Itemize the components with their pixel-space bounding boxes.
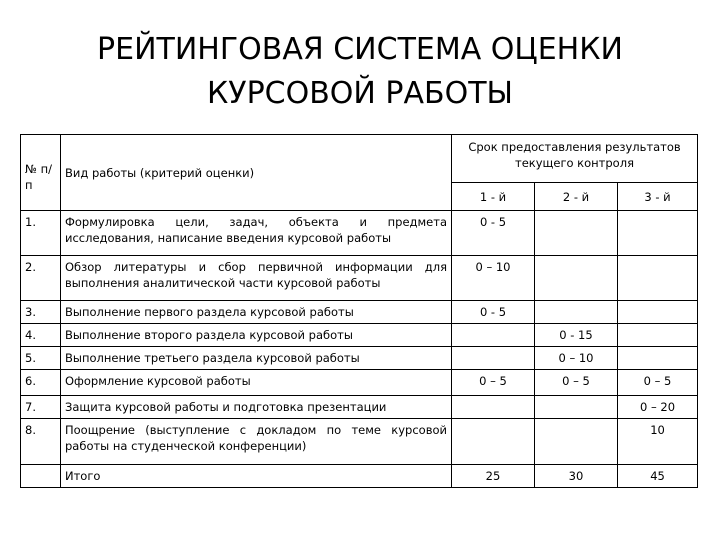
row-num: 1. [21, 211, 61, 256]
row-period-1 [452, 396, 535, 419]
row-num: 5. [21, 347, 61, 370]
row-work: Формулировка цели, задач, объекта и предмета исследования, написание введения курсовой работы [61, 211, 452, 256]
row-period-3: 0 – 20 [618, 396, 698, 419]
table-row [21, 301, 698, 324]
row-num: 4. [21, 324, 61, 347]
row-period-1: 25 [452, 465, 535, 488]
row-period-1 [452, 419, 535, 465]
title-line-1: РЕЙТИНГОВАЯ СИСТЕМА ОЦЕНКИ [97, 32, 623, 67]
row-work: Выполнение первого раздела курсовой работы [61, 301, 452, 324]
row-period-2: 0 – 10 [535, 347, 618, 370]
header-period-1: 1 - й [452, 183, 535, 211]
header-row [21, 135, 698, 183]
row-num: 7. [21, 396, 61, 419]
row-period-1: 0 - 5 [452, 211, 535, 256]
row-work: Оформление курсовой работы [61, 370, 452, 396]
table-row [21, 419, 698, 465]
table-row [21, 324, 698, 347]
row-period-1: 0 - 5 [452, 301, 535, 324]
table-row [21, 256, 698, 301]
row-period-1: 0 – 10 [452, 256, 535, 301]
row-period-3: 45 [618, 465, 698, 488]
row-period-1 [452, 324, 535, 347]
row-period-2 [535, 396, 618, 419]
row-period-3 [618, 324, 698, 347]
row-work: Защита курсовой работы и подготовка презентации [61, 396, 452, 419]
row-num: 3. [21, 301, 61, 324]
row-period-2 [535, 301, 618, 324]
header-period-2: 2 - й [535, 183, 618, 211]
row-period-1 [452, 347, 535, 370]
title-line-2: КУРСОВОЙ РАБОТЫ [206, 76, 513, 111]
row-period-2: 0 – 5 [535, 370, 618, 396]
row-num: 2. [21, 256, 61, 301]
row-period-3: 10 [618, 419, 698, 465]
row-work: Выполнение третьего раздела курсовой работы [61, 347, 452, 370]
table-row [21, 347, 698, 370]
row-period-3 [618, 211, 698, 256]
header-work: Вид работы (критерий оценки) [61, 135, 452, 211]
row-period-3 [618, 347, 698, 370]
table-row [21, 370, 698, 396]
slide-title [0, 28, 720, 116]
row-num: 6. [21, 370, 61, 396]
row-work: Выполнение второго раздела курсовой работы [61, 324, 452, 347]
total-row [21, 465, 698, 488]
table-row [21, 396, 698, 419]
row-num: 8. [21, 419, 61, 465]
row-period-3: 0 – 5 [618, 370, 698, 396]
header-deadline: Срок предоставления результатов текущего контроля [452, 135, 698, 183]
row-work: Итого [61, 465, 452, 488]
rating-table [20, 134, 698, 488]
row-work: Поощрение (выступление с докладом по теме курсовой работы на студенческой конференции) [61, 419, 452, 465]
table-row [21, 211, 698, 256]
row-period-2 [535, 211, 618, 256]
row-period-2: 30 [535, 465, 618, 488]
row-period-3 [618, 301, 698, 324]
row-num [21, 465, 61, 488]
row-period-2 [535, 419, 618, 465]
header-num: № п/п [21, 135, 61, 211]
row-period-1: 0 – 5 [452, 370, 535, 396]
header-period-3: 3 - й [618, 183, 698, 211]
row-period-3 [618, 256, 698, 301]
row-work: Обзор литературы и сбор первичной информации для выполнения аналитической части курсовой работы [61, 256, 452, 301]
row-period-2 [535, 256, 618, 301]
row-period-2: 0 - 15 [535, 324, 618, 347]
